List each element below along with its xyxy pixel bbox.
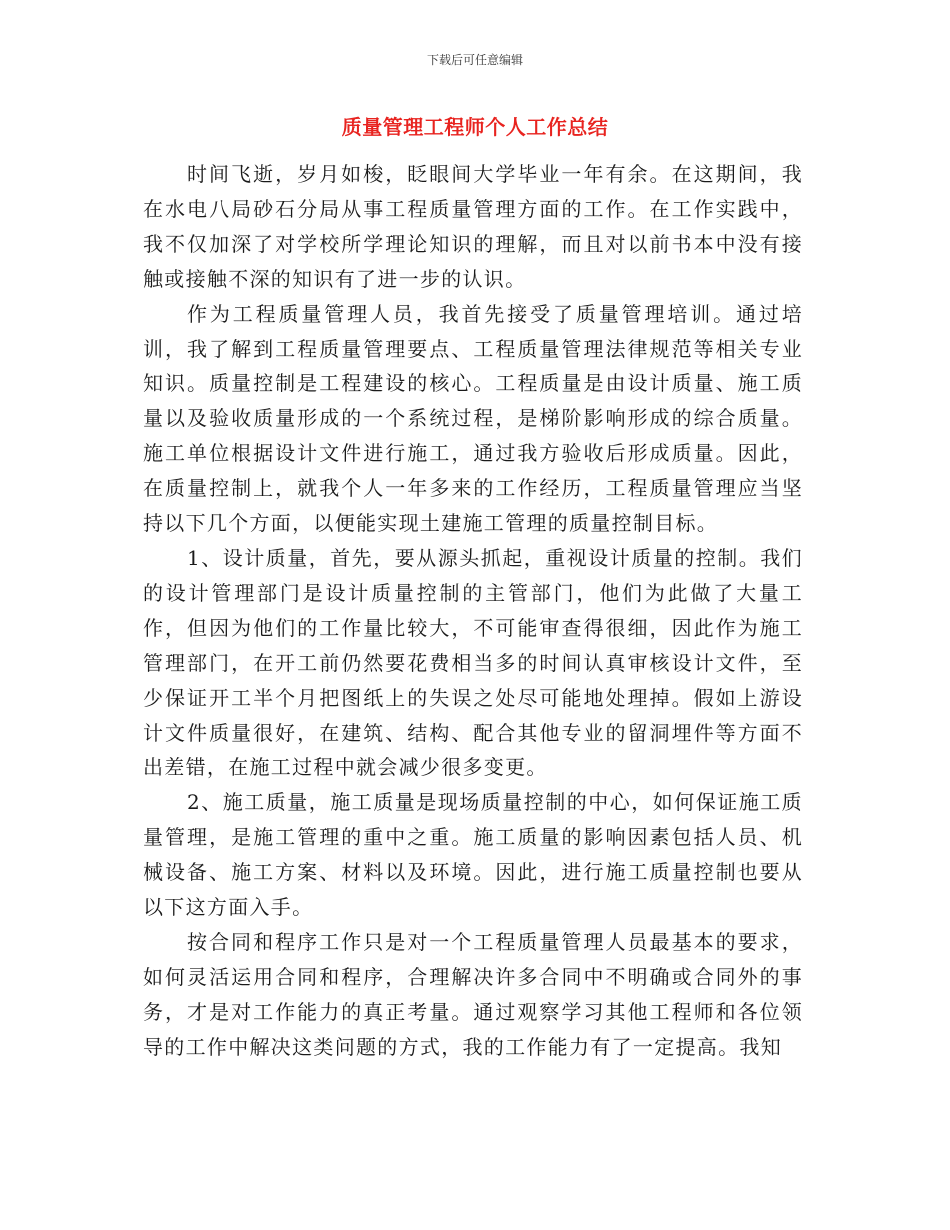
document-body xyxy=(143,157,803,1065)
page-header-note: 下载后可任意编辑 xyxy=(426,53,523,67)
paragraph-contracts: 按合同和程序工作只是对一个工程质量管理人员最基本的要求，如何灵活运用合同和程序，合理解决许多合同中不明确或合同外的事务，才是对工作能力的真正考量。通过观察学习其他工程师和各位领导的工作中解决这类问题的方式，我的工作能力有了一定提高。我知 xyxy=(143,929,803,1059)
paragraph-design-quality: 1、设计质量，首先，要从源头抓起，重视设计质量的控制。我们的设计管理部门是设计质量控制的主管部门，他们为此做了大量工作，但因为他们的工作量比较大，不可能审查得很细，因此作为施工管理部门，在开工前仍然要花费相当多的时间认真审核设计文件，至少保证开工半个月把图纸上的失误之处尽可能地处理掉。假如上游设计文件质量很好，在建筑、结构、配合其他专业的留洞埋件等方面不出差错，在施工过程中就会减少很多变更。 xyxy=(143,545,803,780)
paragraph-intro: 时间飞逝，岁月如梭，眨眼间大学毕业一年有余。在这期间，我在水电八局砂石分局从事工程质量管理方面的工作。在工作实践中，我不仅加深了对学校所学理论知识的理解，而且对以前书本中没有接触或接触不深的知识有了进一步的认识。 xyxy=(143,162,803,291)
paragraph-construction-quality: 2、施工质量，施工质量是现场质量控制的中心，如何保证施工质量管理，是施工管理的重中之重。施工质量的影响因素包括人员、机械设备、施工方案、材料以及环境。因此，进行施工质量控制也要从以下这方面入手。 xyxy=(143,790,803,920)
paragraph-training: 作为工程质量管理人员，我首先接受了质量管理培训。通过培训，我了解到工程质量管理要点、工程质量管理法律规范等相关专业知识。质量控制是工程建设的核心。工程质量是由设计质量、施工质量以及验收质量形成的一个系统过程，是梯阶影响形成的综合质量。施工单位根据设计文件进行施工，通过我方验收后形成质量。因此，在质量控制上，就我个人一年多来的工作经历，工程质量管理应当坚持以下几个方面，以便能实现土建施工管理的质量控制目标。 xyxy=(143,301,803,536)
document-title: 质量管理工程师个人工作总结 xyxy=(341,115,609,139)
